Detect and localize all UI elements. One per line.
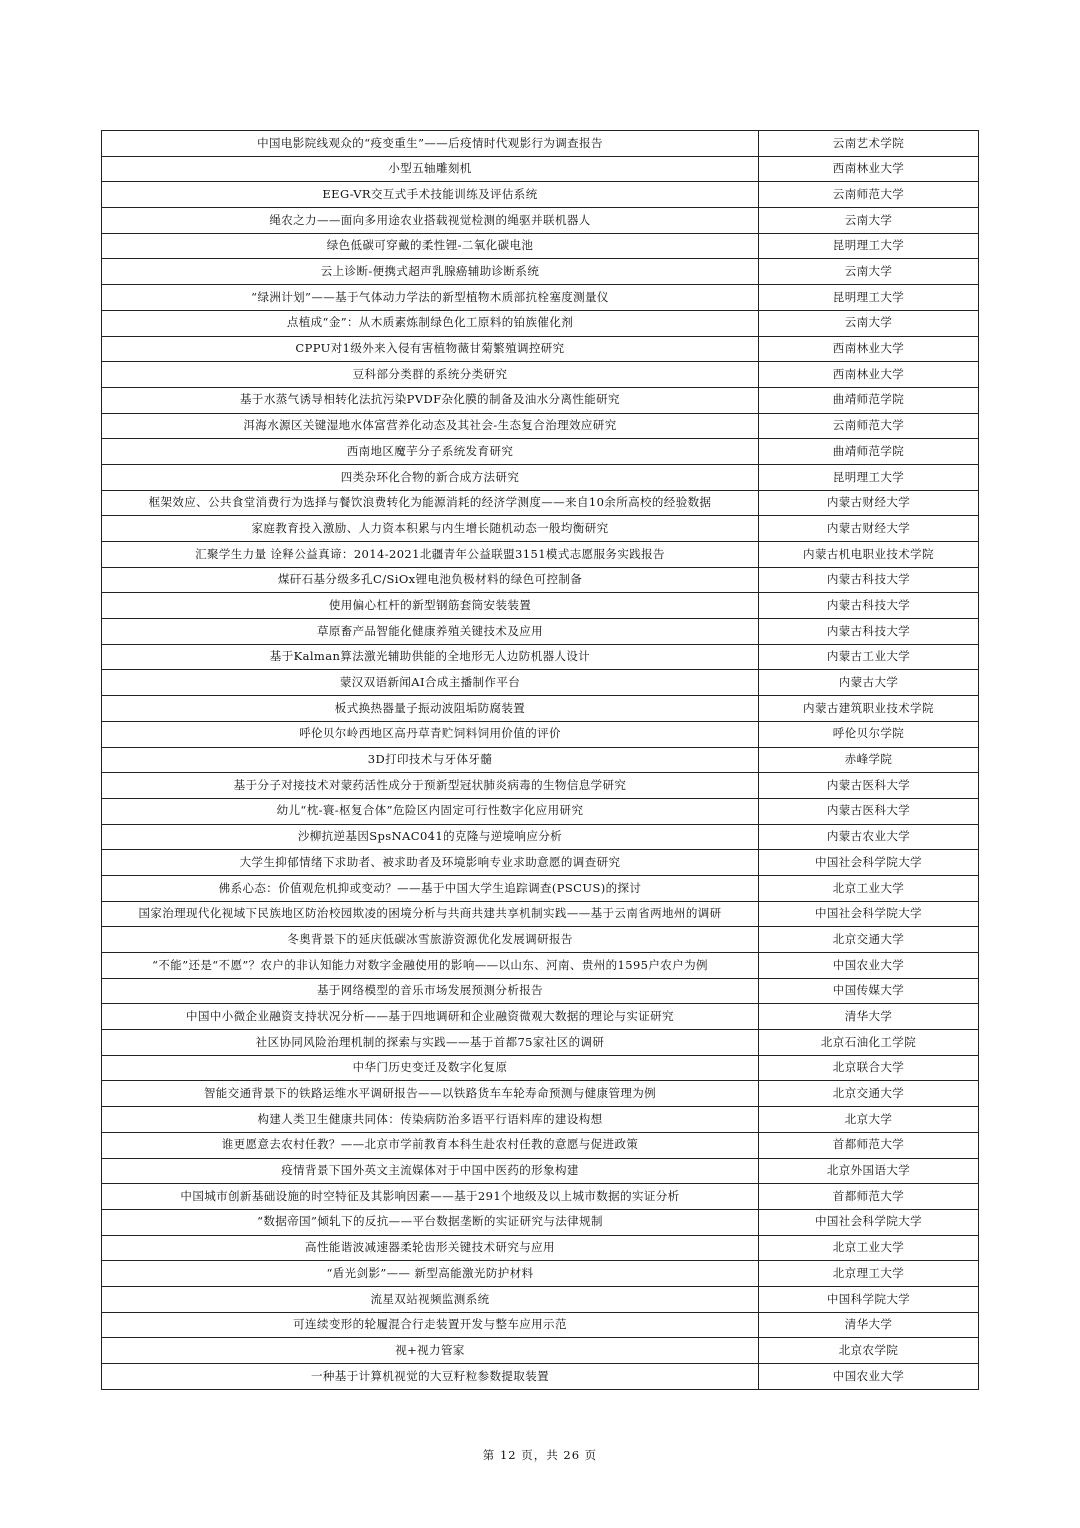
project-title-cell: 使用偏心杠杆的新型钢筋套筒安装装置 (102, 593, 759, 619)
school-cell: 曲靖师范学院 (759, 387, 979, 413)
project-title-cell: 冬奥背景下的延庆低碳冰雪旅游资源优化发展调研报告 (102, 927, 759, 953)
table-row (102, 644, 979, 670)
school-cell: 中国社会科学院大学 (759, 1209, 979, 1235)
table-row (102, 1004, 979, 1030)
project-title-cell: 家庭教育投入激励、人力资本积累与内生增长随机动态一般均衡研究 (102, 516, 759, 542)
table-row (102, 1081, 979, 1107)
school-cell: 内蒙古科技大学 (759, 567, 979, 593)
school-cell: 呼伦贝尔学院 (759, 721, 979, 747)
project-title-cell: 大学生抑郁情绪下求助者、被求助者及环境影响专业求助意愿的调查研究 (102, 850, 759, 876)
school-cell: 昆明理工大学 (759, 233, 979, 259)
project-title-cell: 佛系心态：价值观危机抑或变动？——基于中国大学生追踪调查(PSCUS)的探讨 (102, 875, 759, 901)
table-row (102, 362, 979, 388)
table-row (102, 1184, 979, 1210)
school-cell: 内蒙古建筑职业技术学院 (759, 696, 979, 722)
project-title-cell: 一种基于计算机视觉的大豆籽粒参数提取装置 (102, 1364, 759, 1390)
table-row (102, 310, 979, 336)
school-cell: 北京交通大学 (759, 1081, 979, 1107)
school-cell: 首都师范大学 (759, 1184, 979, 1210)
school-cell: 北京工业大学 (759, 1235, 979, 1261)
school-cell: 内蒙古大学 (759, 670, 979, 696)
school-cell: 中国农业大学 (759, 953, 979, 979)
project-title-cell: 基于Kalman算法激光辅助供能的全地形无人边防机器人设计 (102, 644, 759, 670)
school-cell: 昆明理工大学 (759, 464, 979, 490)
school-cell: 云南艺术学院 (759, 131, 979, 157)
table-row (102, 696, 979, 722)
project-title-cell: 呼伦贝尔岭西地区高丹草青贮饲料饲用价值的评价 (102, 721, 759, 747)
project-title-cell: 洱海水源区关键湿地水体富营养化动态及其社会-生态复合治理效应研究 (102, 413, 759, 439)
project-title-cell: 中华门历史变迁及数字化复原 (102, 1055, 759, 1081)
project-title-cell: 高性能谐波减速器柔轮齿形关键技术研究与应用 (102, 1235, 759, 1261)
table-row (102, 901, 979, 927)
table-row (102, 285, 979, 311)
school-cell: 内蒙古工业大学 (759, 644, 979, 670)
table-row (102, 387, 979, 413)
project-title-cell: “绿洲计划”——基于气体动力学法的新型植物木质部抗栓塞度测量仪 (102, 285, 759, 311)
school-cell: 云南大学 (759, 208, 979, 234)
project-title-cell: 中国电影院线观众的“疫变重生”——后疫情时代观影行为调查报告 (102, 131, 759, 157)
school-cell: 中国社会科学院大学 (759, 901, 979, 927)
school-cell: 北京理工大学 (759, 1261, 979, 1287)
table-row (102, 927, 979, 953)
school-cell: 云南师范大学 (759, 413, 979, 439)
table-row (102, 208, 979, 234)
school-cell: 清华大学 (759, 1312, 979, 1338)
table-row (102, 1261, 979, 1287)
project-title-cell: 框架效应、公共食堂消费行为选择与餐饮浪费转化为能源消耗的经济学测度——来自10余所高校的经验数据 (102, 490, 759, 516)
table-row (102, 1364, 979, 1390)
table-row (102, 1107, 979, 1133)
project-title-cell: 点植成“金”：从木质素炼制绿色化工原料的铂族催化剂 (102, 310, 759, 336)
project-title-cell: 绿色低碳可穿戴的柔性锂-二氧化碳电池 (102, 233, 759, 259)
table-row (102, 156, 979, 182)
project-title-cell: 中国中小微企业融资支持状况分析——基于四地调研和企业融资微观大数据的理论与实证研究 (102, 1004, 759, 1030)
school-cell: 内蒙古科技大学 (759, 619, 979, 645)
school-cell: 北京外国语大学 (759, 1158, 979, 1184)
table-row (102, 1312, 979, 1338)
table-row (102, 798, 979, 824)
school-cell: 西南林业大学 (759, 362, 979, 388)
school-cell: 内蒙古财经大学 (759, 490, 979, 516)
table-row (102, 131, 979, 157)
project-title-cell: 基于网络模型的音乐市场发展预测分析报告 (102, 978, 759, 1004)
school-cell: 云南师范大学 (759, 182, 979, 208)
table-row (102, 233, 979, 259)
project-table-body (102, 131, 979, 1390)
table-row (102, 490, 979, 516)
school-cell: 昆明理工大学 (759, 285, 979, 311)
school-cell: 中国社会科学院大学 (759, 850, 979, 876)
school-cell: 内蒙古科技大学 (759, 593, 979, 619)
table-row (102, 1030, 979, 1056)
school-cell: 内蒙古机电职业技术学院 (759, 542, 979, 568)
project-title-cell: 社区协同风险治理机制的探索与实践——基于首都75家社区的调研 (102, 1030, 759, 1056)
table-row (102, 259, 979, 285)
page-footer: 第 12 页，共 26 页 (482, 1448, 598, 1462)
project-title-cell: 3D打印技术与牙体牙髓 (102, 747, 759, 773)
project-title-cell: “不能”还是“不愿”？农户的非认知能力对数字金融使用的影响——以山东、河南、贵州的1595户农户为例 (102, 953, 759, 979)
school-cell: 清华大学 (759, 1004, 979, 1030)
school-cell: 北京大学 (759, 1107, 979, 1133)
school-cell: 内蒙古农业大学 (759, 824, 979, 850)
project-title-cell: 汇聚学生力量 诠释公益真谛：2014-2021北疆青年公益联盟3151模式志愿服务实践报告 (102, 542, 759, 568)
project-title-cell: 西南地区魔芋分子系统发育研究 (102, 439, 759, 465)
school-cell: 北京联合大学 (759, 1055, 979, 1081)
project-title-cell: 谁更愿意去农村任教？——北京市学前教育本科生赴农村任教的意愿与促进政策 (102, 1132, 759, 1158)
table-row (102, 1158, 979, 1184)
project-title-cell: 基于水蒸气诱导相转化法抗污染PVDF杂化膜的制备及油水分离性能研究 (102, 387, 759, 413)
project-title-cell: 小型五轴雕刻机 (102, 156, 759, 182)
table-row (102, 413, 979, 439)
project-title-cell: 绳农之力——面向多用途农业搭载视觉检测的绳驱并联机器人 (102, 208, 759, 234)
project-title-cell: 豆科部分类群的系统分类研究 (102, 362, 759, 388)
project-title-cell: 疫情背景下国外英文主流媒体对于中国中医药的形象构建 (102, 1158, 759, 1184)
school-cell: 西南林业大学 (759, 336, 979, 362)
project-title-cell: “数据帝国”倾轧下的反抗——平台数据垄断的实证研究与法律规制 (102, 1209, 759, 1235)
school-cell: 北京石油化工学院 (759, 1030, 979, 1056)
project-title-cell: 沙柳抗逆基因SpsNAC041的克隆与逆境响应分析 (102, 824, 759, 850)
school-cell: 北京工业大学 (759, 875, 979, 901)
table-row (102, 1338, 979, 1364)
table-row (102, 619, 979, 645)
table-row (102, 567, 979, 593)
table-row (102, 593, 979, 619)
table-row (102, 1286, 979, 1312)
school-cell: 北京农学院 (759, 1338, 979, 1364)
project-title-cell: 可连续变形的轮履混合行走装置开发与整车应用示范 (102, 1312, 759, 1338)
project-table (101, 130, 979, 1390)
project-title-cell: 幼儿“枕-寰-枢复合体”危险区内固定可行性数字化应用研究 (102, 798, 759, 824)
school-cell: 中国科学院大学 (759, 1286, 979, 1312)
project-title-cell: EEG-VR交互式手术技能训练及评估系统 (102, 182, 759, 208)
table-row (102, 336, 979, 362)
school-cell: 赤峰学院 (759, 747, 979, 773)
table-row (102, 439, 979, 465)
table-row (102, 747, 979, 773)
project-title-cell: 构建人类卫生健康共同体：传染病防治多语平行语料库的建设构想 (102, 1107, 759, 1133)
project-title-cell: “盾光剑影”—— 新型高能激光防护材料 (102, 1261, 759, 1287)
table-row (102, 1055, 979, 1081)
school-cell: 内蒙古医科大学 (759, 798, 979, 824)
school-cell: 北京交通大学 (759, 927, 979, 953)
school-cell: 内蒙古医科大学 (759, 773, 979, 799)
school-cell: 西南林业大学 (759, 156, 979, 182)
project-title-cell: 智能交通背景下的铁路运维水平调研报告——以铁路货车车轮寿命预测与健康管理为例 (102, 1081, 759, 1107)
table-row (102, 953, 979, 979)
school-cell: 首都师范大学 (759, 1132, 979, 1158)
project-title-cell: 中国城市创新基础设施的时空特征及其影响因素——基于291个地级及以上城市数据的实证分析 (102, 1184, 759, 1210)
table-row (102, 1132, 979, 1158)
school-cell: 中国传媒大学 (759, 978, 979, 1004)
table-row (102, 773, 979, 799)
table-row (102, 875, 979, 901)
table-row (102, 464, 979, 490)
project-title-cell: 基于分子对接技术对蒙药活性成分于预新型冠状肺炎病毒的生物信息学研究 (102, 773, 759, 799)
school-cell: 内蒙古财经大学 (759, 516, 979, 542)
project-title-cell: 四类杂环化合物的新合成方法研究 (102, 464, 759, 490)
project-title-cell: 板式换热器量子振动波阻垢防腐装置 (102, 696, 759, 722)
table-row (102, 850, 979, 876)
table-row (102, 670, 979, 696)
project-title-cell: 蒙汉双语新闻AI合成主播制作平台 (102, 670, 759, 696)
project-title-cell: 煤矸石基分级多孔C/SiOx锂电池负极材料的绿色可控制备 (102, 567, 759, 593)
table-row (102, 542, 979, 568)
table-row (102, 824, 979, 850)
project-title-cell: 草原畜产品智能化健康养殖关键技术及应用 (102, 619, 759, 645)
project-title-cell: 国家治理现代化视域下民族地区防治校园欺凌的困境分析与共商共建共享机制实践——基于云南省两地州的调研 (102, 901, 759, 927)
table-row (102, 1209, 979, 1235)
project-title-cell: 视+视力管家 (102, 1338, 759, 1364)
table-row (102, 182, 979, 208)
school-cell: 云南大学 (759, 310, 979, 336)
project-title-cell: CPPU对1级外来入侵有害植物薇甘菊繁殖调控研究 (102, 336, 759, 362)
table-row (102, 516, 979, 542)
table-row (102, 978, 979, 1004)
project-title-cell: 流星双站视频监测系统 (102, 1286, 759, 1312)
table-row (102, 1235, 979, 1261)
table-row (102, 721, 979, 747)
school-cell: 中国农业大学 (759, 1364, 979, 1390)
school-cell: 云南大学 (759, 259, 979, 285)
school-cell: 曲靖师范学院 (759, 439, 979, 465)
project-title-cell: 云上诊断-便携式超声乳腺癌辅助诊断系统 (102, 259, 759, 285)
